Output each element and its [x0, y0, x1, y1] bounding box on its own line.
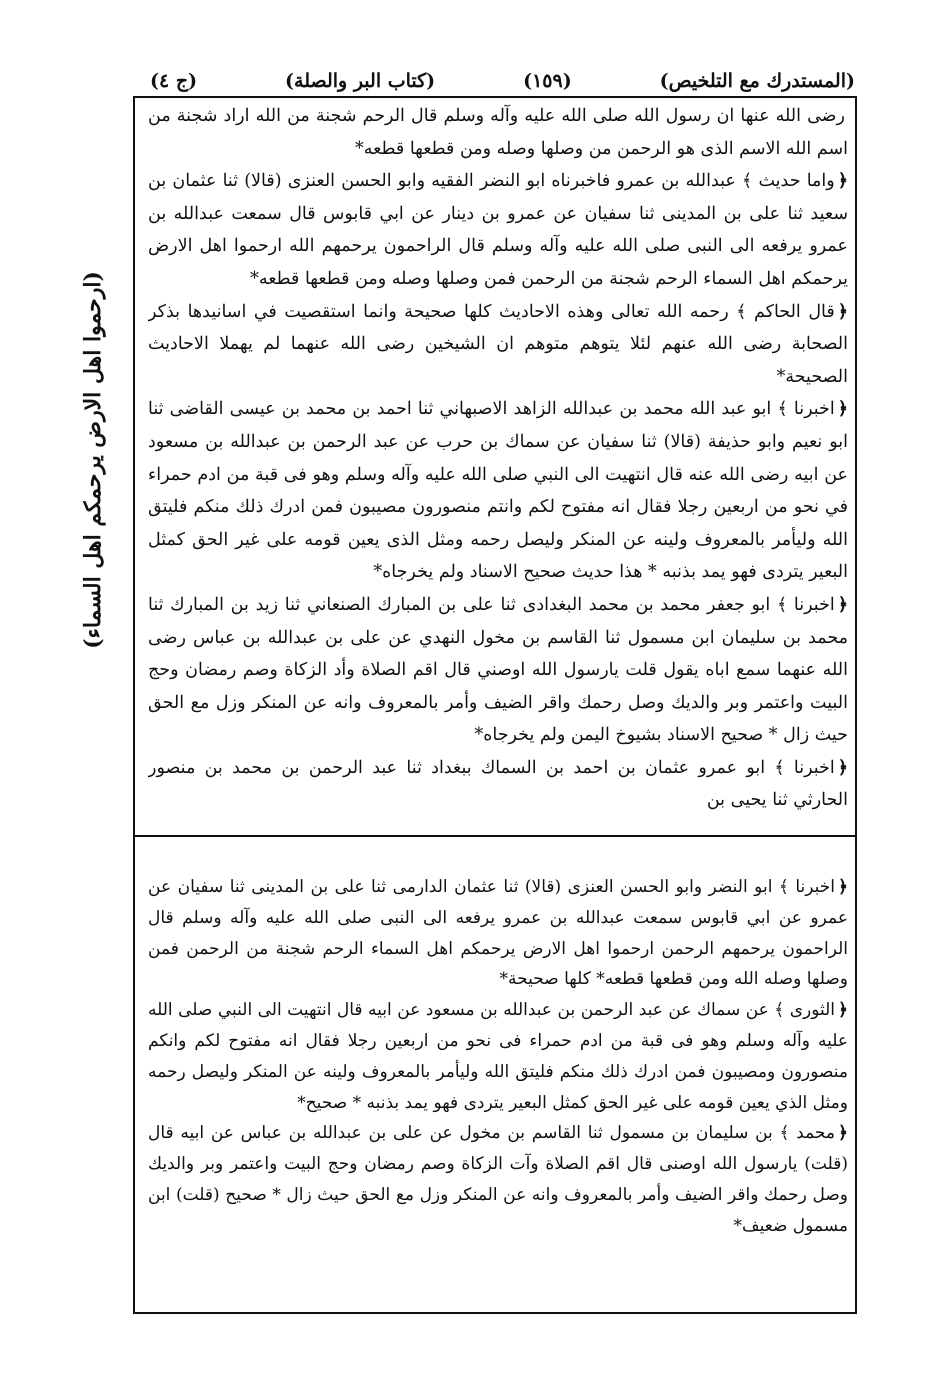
margin-note [48, 200, 138, 720]
paragraph-marker: ﴿ [837, 301, 848, 322]
summary-paragraph [148, 995, 848, 1118]
paragraph-text: اخبرنا ﴾ ابو جعفر محمد بن محمد البغدادى ثنا على بن المبارك الصنعاني ثنا زيد بن المبارك ثنا محمد بن سليمان ابن مسمول ثنا القاسم بن مخول النهدي عن على بن عبدالله بن عباس رضى الله عنهما سمع اباه يقول قلت يارسول الله اوصني قال اقم الصلاة وأد الزكاة وصم رمضان وحج البيت واعتمر وبر والديك وصل رحمك واقر الضيف وأمر بالمعروف وانه عن المنكر وزل مع الحق حيث زال * صحيح الاسناد بشيوخ اليمن ولم يخرجاه* [148, 594, 848, 746]
book-title: (المستدرك مع التلخيص) [659, 70, 855, 92]
paragraph [148, 393, 848, 589]
paragraph [148, 589, 848, 752]
paragraph-text: محمد ﴾ بن سليمان بن مسمول ثنا القاسم بن مخول عن على بن عبدالله بن عباس عن ابيه قال (قلت) يارسول الله اوصنى قال اقم الصلاة وآت الزكاة وصم رمضان وحج البيت واعتمر وبر والديك وصل رحمك واقر الضيف وأمر بالمعروف وانه عن المنكر وزل مع الحق حيث زال * صحيح (قلت) ابن مسمول ضعيف* [148, 1123, 848, 1236]
volume-label: (ج ٤) [150, 70, 198, 92]
summary-text [148, 872, 848, 1307]
margin-note-text: (ارحموا اهل الارض يرحمكم اهل السماء) [80, 271, 106, 649]
page-header [150, 64, 855, 98]
chapter-title: (كتاب البر والصلة) [285, 70, 436, 92]
paragraph-marker: ﴿ [837, 594, 848, 615]
paragraph-text: اخبرنا ﴾ ابو عبد الله محمد بن عبدالله الزاهد الاصبهاني ثنا احمد بن محمد بن عيسى القاضى ثنا ابو نعيم وابو حذيفة (قالا) ثنا سفيان عن سماك بن حرب عن عبد الرحمن بن عبدالله بن مسعود عن ابيه رضى الله عنه قال انتهيت الى النبي صلى الله عليه وآله وسلم وهو فى قبة من ادم حمراء في نحو من اربعين رجلا فقال انه مفتوح لكم وانتم منصورون مصيبون فمن ادرك ذلك منكم فليتق الله وليأمر بالمعروف ولينه عن المنكر وليصل رحمه ومثل الذى يعين قومه على غير الحق كمثل البعير يتردى فهو يمد بذنبه * هذا حديث صحيح الاسناد ولم يخرجاه* [148, 399, 848, 583]
paragraph-marker: ﴿ [838, 877, 848, 897]
paragraph-text: رضى الله عنها ان رسول الله صلى الله عليه وآله وسلم قال الرحم شجنة من الله اراد شجنة من اسم الله الاسم الذى هو الرحمن من وصلها وصله ومن قطعها قطعه* [148, 106, 848, 159]
paragraph-marker: ﴿ [838, 1123, 848, 1144]
paragraph-text: الثورى ﴾ عن سماك عن عبد الرحمن بن عبدالله بن مسعود عن ابيه قال انتهيت الى النبي صلى الله عليه وآله وسلم وهو فى قبة من ادم حمراء فى نحو من اربعين رجلا فقال انه مفتوح لكم وانكم منصورون ومصيبون فمن ادرك ذلك منكم فليتق الله وليأمر بالمعروف ولينه عن المنكر وليصل رحمه ومثل الذي يعين قومه على غير الحق كمثل البعير يتردى فهو يمد بذنبه * صحيح* [148, 1000, 848, 1113]
paragraph-text: اخبرنا ﴾ ابو النضر وابو الحسن العنزى (قالا) ثنا عثمان الدارمى ثنا على بن المدينى ثنا سفيان عن عمرو عن ابي قابوس سمعت عبدالله بن عمرو يرفعه الى النبى صلى الله عليه وآله وسلم قال الراحمون يرحمهم الرحمن ارحموا اهل الارض يرحمكم اهل السماء الرحم شجنة من الرحمن فمن وصلها وصله الله ومن قطعها قطعه* كلها صحيحة* [148, 877, 848, 990]
main-text [148, 100, 848, 820]
paragraph-marker: ﴿ [838, 1000, 848, 1021]
paragraph-text: قال الحاكم ﴾ رحمه الله تعالى وهذه الاحاديث كلها صحيحة وانما استقصيت في اسانيدها بذكر الصحابة رضى الله عنهم لئلا يتوهم متوهم ان الشيخين رضى الله عنهما لم يهملا الاحاديث الصحيحة* [148, 301, 848, 387]
paragraph [148, 296, 848, 394]
summary-paragraph [148, 872, 848, 995]
paragraph [148, 165, 848, 295]
page-number: (١٥٩) [523, 70, 572, 92]
paragraph [148, 752, 848, 817]
paragraph-text: واما حديث ﴾ عبدالله بن عمرو فاخبرناه ابو النضر الفقيه وابو الحسن العنزى (قالا) ثنا عثمان بن سعيد ثنا على بن المدينى ثنا سفيان عن عمرو بن دينار عن ابي قابوس قال سمعت عبدالله بن عمرو يرفعه الى النبى صلى الله عليه وآله وسلم قال الراحمون يرحمهم الله ارحموا اهل الارض يرحمكم اهل السماء الرحم شجنة من الرحمن فمن وصلها وصله ومن قطعها قطعه* [148, 171, 848, 289]
summary-paragraph [148, 1118, 848, 1241]
paragraph-text: اخبرنا ﴾ ابو عمرو عثمان بن احمد بن السماك ببغداد ثنا عبد الرحمن بن محمد بن منصور الحارثي ثنا يحيى بن [148, 757, 848, 811]
paragraph [148, 100, 848, 165]
section-divider [133, 835, 857, 837]
paragraph-marker: ﴿ [837, 171, 848, 192]
paragraph-marker: ﴿ [837, 757, 848, 778]
paragraph-marker: ﴿ [837, 399, 848, 420]
